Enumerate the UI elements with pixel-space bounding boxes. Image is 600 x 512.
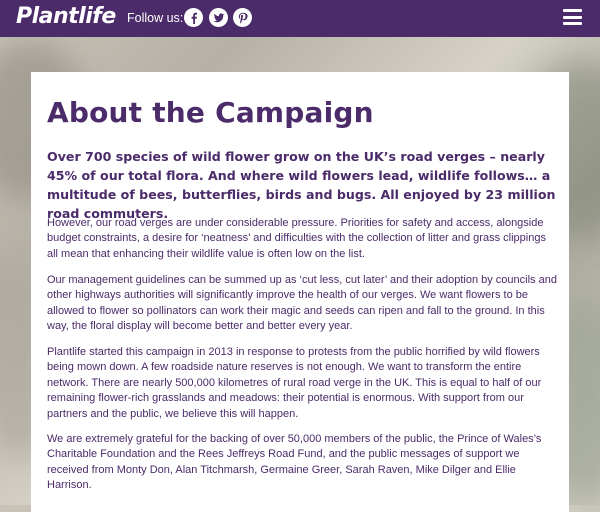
pinterest-icon[interactable] <box>233 8 252 27</box>
content-panel <box>31 72 569 512</box>
body-paragraph: Plantlife started this campaign in 2013 in response to protests from the public horrified by wild flowers being mown down. A few roadside nature reserves is not enough. We want to transform the entire network. There are nearly 500,000 kilometres of rural road verge in the UK. This is equal to half of our remaining flower-rich grasslands and meadows: their potential is enormous. With support from our partners and the public, we believe this will happen. <box>47 346 542 420</box>
hamburger-menu-icon[interactable] <box>563 9 582 25</box>
lead-paragraph: Over 700 species of wild flower grow on the UK’s road verges – nearly 45% of our total flora. And where wild flowers lead, wildlife follows… a multitude of bees, butterflies, birds and bugs. All enjoyed by 23 million road commuters. <box>47 149 556 221</box>
facebook-icon[interactable] <box>184 8 203 27</box>
page-title: About the Campaign <box>47 96 374 129</box>
body-paragraph: We are extremely grateful for the backing of over 50,000 members of the public, the Prince of Wales’s Charitable Foundation and the Rees Jeffreys Road Fund, and the public messages of support we received from Monty Don, Alan Titchmarsh, Germaine Greer, Sarah Raven, Mike Dilger and Ellie Harrison. <box>47 433 542 492</box>
site-header <box>0 0 600 37</box>
follow-us-label: Follow us: <box>127 11 184 25</box>
plantlife-logo[interactable]: Plantlife <box>16 4 116 29</box>
body-paragraph: Our management guidelines can be summed up as ‘cut less, cut later’ and their adoption by councils and other highways authorities will significantly improve the health of our verges. We want flowers to be allowed to flower so pollinators can work their magic and seeds can ripen and fall to the ground. In this way, the floral display will become better and better every year. <box>47 274 557 333</box>
twitter-icon[interactable] <box>209 8 228 27</box>
body-paragraph: However, our road verges are under considerable pressure. Priorities for safety and access, alongside budget constraints, a desire for ‘neatness’ and difficulties with the collection of litter and grass clippings all mean that enhancing their wildlife value is often low on the list. <box>47 217 546 260</box>
